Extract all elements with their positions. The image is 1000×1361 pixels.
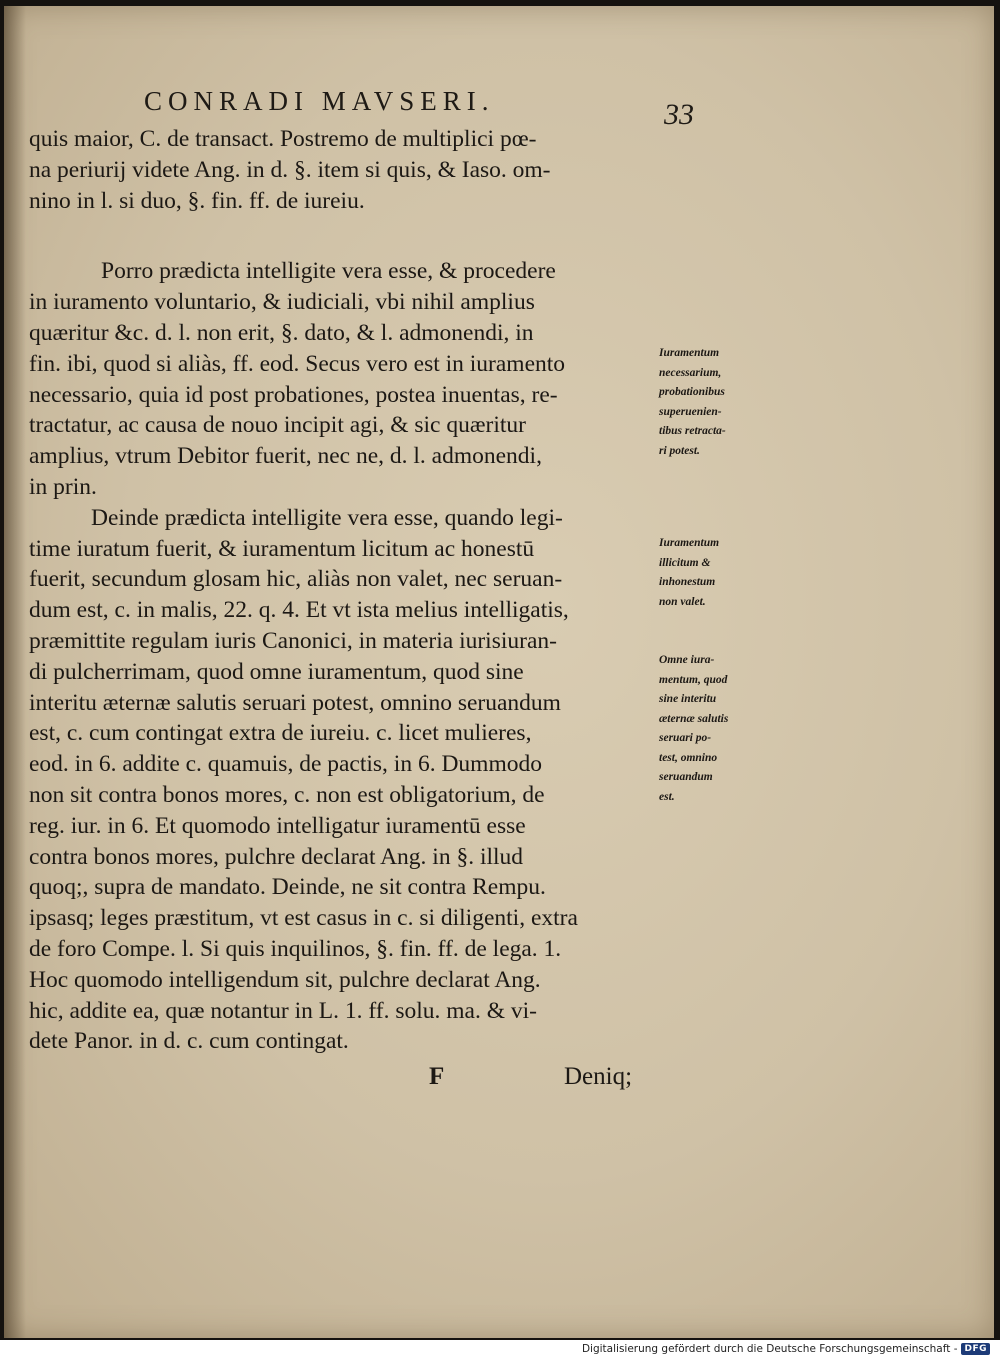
text-line: interitu æternæ salutis seruari potest, omnino seruandum [29,689,561,716]
text-line: ipsasq; leges præstitum, vt est casus in c. si diligenti, extra [29,905,578,932]
attribution-text: Digitalisierung gefördert durch die Deutsche Forschungsgemeinschaft - [581,1343,958,1355]
marginal-note [659,651,789,807]
marginal-note-line: sine interitu [659,693,717,705]
marginal-note-line: ri potest. [659,444,700,457]
dfg-logo-icon: DFG [961,1343,990,1355]
text-line: di pulcherrimam, quod omne iuramentum, quod sine [29,658,524,685]
marginal-note-line: Omne iura- [659,654,715,666]
marginal-note-line: mentum, quod [659,673,728,686]
text-line: quis maior, C. de transact. Postremo de multiplici pœ- [29,126,537,152]
text-line: necessario, quia id post probationes, postea inuentas, re- [29,381,558,408]
marginal-note-line: probationibus [659,386,725,398]
text-line: time iuratum fuerit, & iuramentum licitum ac honestū [29,535,535,562]
text-line: Porro prædicta intelligite vera esse, & procedere [101,258,556,285]
text-line: de foro Compe. l. Si quis inquilinos, §. fin. ff. de lega. 1. [29,935,562,962]
text-line: dum est, c. in malis, 22. q. 4. Et vt ista melius intelligatis, [29,597,569,624]
text-line: est, c. cum contingat extra de iureiu. c. licet mulieres, [29,720,532,747]
marginal-note [659,534,789,612]
marginal-note [659,344,789,461]
digitization-attribution [582,1343,990,1355]
marginal-note-line: est. [659,790,675,803]
marginal-note-line: test, omnino [659,751,718,764]
marginal-note-line: æternæ salutis [659,712,729,725]
marginal-note-line: tibus retracta- [659,425,726,437]
text-line: quoq;, supra de mandato. Deinde, ne sit contra Rempu. [29,874,546,901]
text-line: in iuramento voluntario, & iudiciali, vbi nihil amplius [29,289,535,316]
text-line: nino in l. si duo, §. fin. ff. de iureiu. [29,187,365,214]
text-line: Hoc quomodo intelligendum sit, pulchre declarat Ang. [29,966,541,993]
marginal-note-line: Iuramentum [659,347,720,359]
text-line: hic, addite ea, quæ notantur in L. 1. ff. solu. ma. & vi- [29,997,537,1024]
folio-number: 33 [664,98,694,131]
marginal-note-line: non valet. [659,595,706,608]
catchword: Deniq; [564,1063,633,1090]
text-line: eod. in 6. addite c. quamuis, de pactis, in 6. Dummodo [29,751,542,778]
marginal-note-line: seruandum [659,771,713,783]
marginal-note-line: seruari po- [659,732,712,744]
marginal-note-line: superuenien- [659,405,722,418]
body-text [29,124,659,1057]
text-line: tractatur, ac causa de nouo incipit agi, & sic quæritur [29,412,526,439]
text-line: Deinde prædicta intelligite vera esse, quando legi- [91,504,563,531]
marginal-note-line: necessarium, [659,366,722,379]
marginal-note-line: illicitum & [659,556,711,569]
text-line: in prin. [29,473,97,500]
book-page [4,6,994,1338]
text-line: præmittite regulam iuris Canonici, in materia iurisiuran- [29,627,557,654]
text-line: dete Panor. in d. c. cum contingat. [29,1028,349,1055]
marginal-note-line: inhonestum [659,576,716,588]
running-head: CONRADI MAVSERI. [144,86,495,116]
text-line: fin. ibi, quod si aliàs, ff. eod. Secus vero est in iuramento [29,350,566,377]
text-line: reg. iur. in 6. Et quomodo intelligatur iuramentū esse [29,812,526,839]
marginal-note-line: Iuramentum [659,537,720,549]
text-line: quæritur &c. d. l. non erit, §. dato, & l. admonendi, in [29,319,534,346]
text-line: na periurij videte Ang. in d. §. item si quis, & Iaso. om- [29,156,551,183]
text-line: fuerit, secundum glosam hic, aliàs non valet, nec seruan- [29,566,563,593]
text-line: amplius, vtrum Debitor fuerit, nec ne, d. l. admonendi, [29,443,542,470]
text-line: contra bonos mores, pulchre declarat Ang. in §. illud [29,843,524,870]
text-line: non sit contra bonos mores, c. non est obligatorium, de [29,781,545,808]
signature-mark: F [429,1063,445,1090]
